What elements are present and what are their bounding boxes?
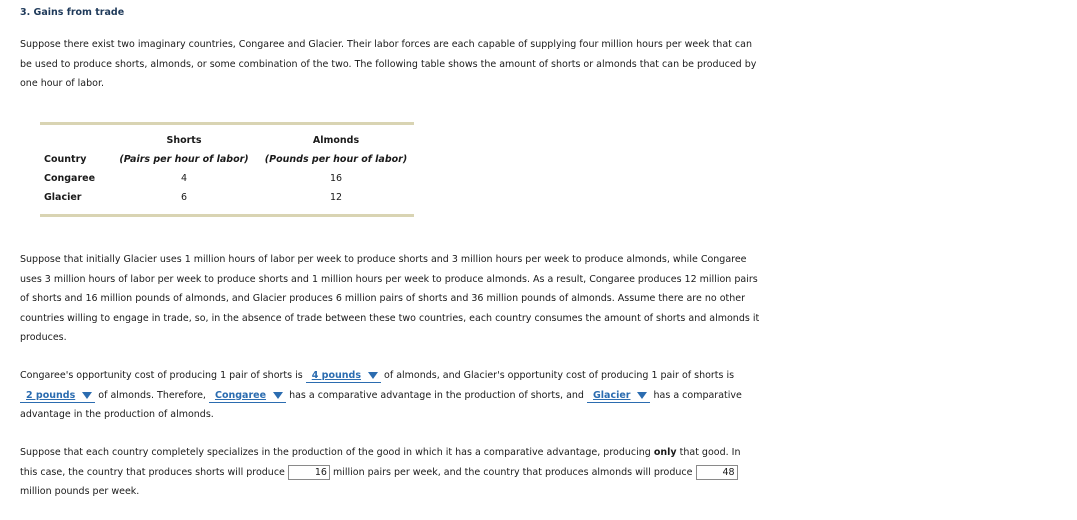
dropdown-value: Glacier (593, 389, 631, 401)
table-row (40, 188, 414, 207)
chevron-down-icon (637, 392, 647, 399)
table-header-row (40, 131, 414, 150)
shorts-advantage-dropdown[interactable] (209, 389, 286, 403)
almonds-advantage-dropdown[interactable] (587, 389, 650, 403)
header-country: Country (44, 154, 87, 165)
congaree-opportunity-cost-dropdown[interactable] (306, 369, 381, 383)
table-row (40, 169, 414, 188)
almonds-quantity-input[interactable] (696, 465, 738, 480)
dropdown-value: 4 pounds (311, 370, 361, 381)
row-country: Congaree (44, 173, 96, 184)
chevron-down-icon (82, 392, 92, 399)
header-almonds: Almonds (312, 135, 360, 146)
analysis-paragraph (20, 366, 760, 425)
analysis-text: has a comparative advantage in the production of almonds. (20, 389, 742, 420)
chevron-down-icon (273, 392, 283, 399)
subheader-shorts: (Pairs per hour of labor) (119, 154, 249, 165)
chevron-down-icon (368, 372, 378, 379)
specialize-text: Suppose that each country completely specializes in the production of the good in which it has a comparative advantage, producing (20, 447, 651, 458)
intro-paragraph: Suppose there exist two imaginary countries, Congaree and Glacier. Their labor forces are each capable of supplying four million hours per week that can be used to produce shorts, almonds, or some combination of the two. The following table shows the amount of shorts or almonds that can be produced by one hour of labor. (20, 39, 757, 89)
specialize-text: million pairs per week, and the country that produces almonds will produce (332, 466, 693, 478)
analysis-text: Congaree's opportunity cost of producing 1 pair of shorts is (20, 370, 303, 381)
glacier-opportunity-cost-dropdown[interactable] (20, 389, 95, 403)
specialize-text: million pounds per week. (20, 486, 140, 497)
row-shorts: 4 (180, 173, 188, 184)
row-almonds: 16 (329, 173, 343, 184)
specialize-paragraph (20, 443, 760, 502)
analysis-text: of almonds, and Glacier's opportunity cost of producing 1 pair of shorts is (384, 370, 735, 381)
row-almonds: 12 (329, 192, 343, 203)
subheader-almonds: (Pounds per hour of labor) (264, 154, 408, 165)
analysis-text: has a comparative advantage in the production of shorts, and (289, 389, 584, 401)
row-shorts: 6 (180, 192, 188, 203)
table-subheader-row (40, 150, 414, 169)
emphasis-only: only (653, 447, 677, 458)
header-shorts: Shorts (166, 135, 202, 146)
dropdown-value: Congaree (214, 389, 267, 401)
analysis-text: of almonds. Therefore, (98, 389, 206, 401)
shorts-quantity-input[interactable] (288, 465, 330, 480)
dropdown-value: 2 pounds (26, 389, 76, 401)
page-title: 3. Gains from trade (20, 7, 125, 18)
scenario-paragraph: Suppose that initially Glacier uses 1 million hours of labor per week to produce shorts and 3 million hours per week to produce almonds, while Congaree uses 3 million hours of labor per week to produce shorts and 1 million hours per week to produce almonds. As a result, Congaree produces 12 million pairs of shorts and 16 million pounds of almonds, and Glacier produces 6 million pairs of shorts and 36 million pounds of almonds. Assume there are no other countries willing to engage in trade, so, in the absence of trade between these two countries, each country consumes the amount of shorts and almonds it produces. (20, 254, 760, 343)
specialize-text: that good. In this case, the country that produces shorts will produce (20, 447, 741, 478)
row-country: Glacier (44, 192, 82, 203)
production-table (40, 122, 414, 217)
